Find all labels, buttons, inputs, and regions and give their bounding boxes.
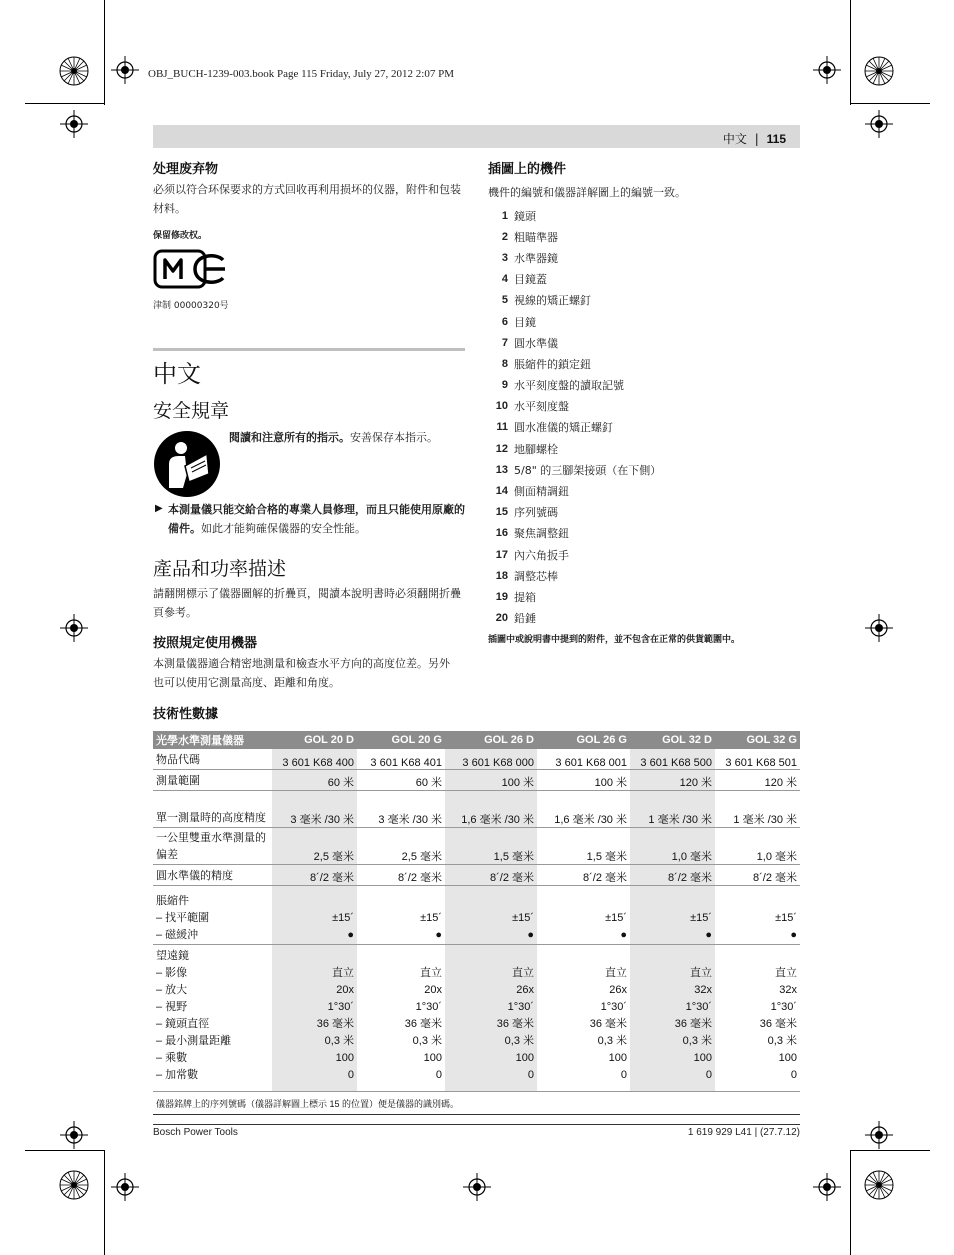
header-language: 中文 <box>722 132 747 146</box>
star-target-icon <box>864 1170 894 1200</box>
footer-code: 1 619 929 L41 | (27.7.12) <box>687 1127 800 1138</box>
read-instructions-bold: 閱讀和注意所有的指示。 <box>229 431 350 444</box>
license-number: 津制 00000320号 <box>153 301 229 311</box>
section-divider <box>153 348 465 351</box>
registration-mark-icon <box>60 1121 88 1149</box>
parts-intro: 機件的編號和儀器詳解圖上的編號一致。 <box>488 186 686 199</box>
list-item: 5 視線的矯正螺釘 <box>501 294 591 308</box>
bullet-arrow-icon: ▶ <box>155 503 163 514</box>
tech-data-title: 技術性數據 <box>153 707 219 722</box>
table-footnote-row <box>153 1092 800 1115</box>
table-row: 一公里雙重水準測量的偏差 2,5 毫米 2,5 毫米 1,5 毫米 1,5 毫米 1,0 毫米 1,0 毫米 <box>153 828 800 865</box>
registration-mark-icon <box>865 1121 893 1149</box>
product-heading: 產品和功率描述 <box>153 558 287 580</box>
model-header: GOL 26 D <box>445 731 537 749</box>
parts-list <box>488 205 800 629</box>
parts-title: 插圖上的機件 <box>488 162 567 177</box>
list-item: 18 調整芯棒 <box>495 569 558 583</box>
table-row: 望遠鏡 – 影像 – 放大 – 視野 – 鏡頭直徑 – 最小測量距離 – 乘數 – 加常數 直立 20x 1°30´ 36 毫米 0,3 米 100 0 直立 20x 1°30´ 36 毫米 0,3 米 100 0 直立 26x 1°30´ 36 毫米 0,3 米 100 0 直立 26x 1°30´ 36 毫米 0,3 米 100 0 直立 32x 1°30´ 36 毫米 0,3 米 100 0 直立 32x 1°30´ 36 毫米 0,3 米 100 0 <box>153 945 800 1092</box>
star-target-icon <box>59 1170 89 1200</box>
read-instructions-text: 安善保存本指示。 <box>350 431 438 444</box>
model-header: GOL 20 D <box>272 731 357 749</box>
table-row: 圓水準儀的精度 8´/2 毫米 8´/2 毫米 8´/2 毫米 8´/2 毫米 8´/2 毫米 8´/2 毫米 <box>153 865 800 886</box>
registration-mark-icon <box>463 1173 491 1201</box>
parts-note: 插圖中或說明書中提到的附件，並不包含在正常的供貨範圍中。 <box>488 635 741 645</box>
footer-brand: Bosch Power Tools <box>153 1127 238 1138</box>
crop-mark <box>25 103 105 104</box>
star-target-icon <box>864 56 894 86</box>
fold-page-text: 請翻開標示了儀器圖解的折疊頁，閱讀本說明書時必須翻開折疊頁參考。 <box>153 587 461 619</box>
list-item: 11 圓水准儀的矯正螺釘 <box>496 421 613 435</box>
list-item: 13 5/8" 的三腳架接頭（在下側） <box>495 463 662 477</box>
table-row: 測量範圍 60 米 60 米 100 米 100 米 120 米 120 米 <box>153 770 800 791</box>
registration-mark-icon <box>865 110 893 138</box>
star-target-icon <box>59 56 89 86</box>
list-item: 4 目鏡蓋 <box>501 273 547 287</box>
list-item: 2 粗瞄準器 <box>501 230 558 244</box>
rights-reserved: 保留修改权。 <box>153 231 208 241</box>
model-header: GOL 32 D <box>630 731 715 749</box>
spec-table <box>153 731 800 1115</box>
table-header: 光學水準測量儀器 <box>153 731 272 749</box>
language-heading: 中文 <box>153 360 201 388</box>
footer-rule <box>153 1124 800 1125</box>
list-item: 20 鉛錘 <box>495 612 536 626</box>
repair-warning-bold: 本測量儀只能交給合格的專業人員修理，而且只能使用原廠的備件。 <box>168 503 465 535</box>
registration-mark-icon <box>111 1173 139 1201</box>
registration-mark-icon <box>60 614 88 642</box>
slug-line: OBJ_BUCH-1239-003.book Page 115 Friday, July 27, 2012 2:07 PM <box>148 68 454 80</box>
list-item: 7 圓水準儀 <box>501 336 558 350</box>
list-item: 9 水平刻度盤的讀取記號 <box>501 379 624 393</box>
running-header <box>153 125 800 148</box>
list-item: 10 水平刻度盤 <box>495 400 569 414</box>
table-footnote: 儀器銘牌上的序列號碼（儀器詳解圖上標示 15 的位置）便是儀器的識別碼。 <box>153 1092 800 1115</box>
crop-mark <box>850 103 930 104</box>
list-item: 8 脹縮件的鎖定鈕 <box>501 357 591 371</box>
list-item: 14 側面精調鈕 <box>495 485 569 499</box>
model-header: GOL 32 G <box>715 731 800 749</box>
registration-mark-icon <box>813 1173 841 1201</box>
model-header: GOL 20 G <box>357 731 445 749</box>
list-item: 3 水準器鏡 <box>501 251 558 265</box>
list-item: 12 地腳螺栓 <box>495 442 558 456</box>
list-item: 19 提箱 <box>495 590 536 604</box>
disposal-title: 处理废弃物 <box>153 162 219 177</box>
table-header-row <box>153 731 800 749</box>
crop-mark <box>850 1150 851 1255</box>
list-item: 15 序列號碼 <box>495 506 558 520</box>
safety-heading: 安全規章 <box>153 400 230 422</box>
read-manual-icon <box>153 430 221 498</box>
table-row: 脹縮件 – 找平範圍 – 磁緩沖 ±15´ ● ±15´ ● ±15´ ● ±15´ ● ±15´ ● ±15´ ● <box>153 886 800 945</box>
intended-use-text: 本測量儀器適合精密地測量和檢查水平方向的高度位差。另外也可以使用它測量高度、距離和角度。 <box>153 657 450 689</box>
list-item: 16 聚焦調整鈕 <box>495 527 569 541</box>
registration-mark-icon <box>813 56 841 84</box>
table-row: 單一測量時的高度精度 3 毫米 /30 米 3 毫米 /30 米 1,6 毫米 /30 米 1,6 毫米 /30 米 1 毫米 /30 米 1 毫米 /30 米 <box>153 791 800 828</box>
list-item: 17 內六角扳手 <box>495 548 569 562</box>
registration-mark-icon <box>865 614 893 642</box>
crop-mark <box>104 1150 105 1255</box>
repair-warning-text: 如此才能夠確保儀器的安全性能。 <box>201 522 366 535</box>
registration-mark-icon <box>111 56 139 84</box>
table-row: 物品代碼 3 601 K68 400 3 601 K68 401 3 601 K68 000 3 601 K68 001 3 601 K68 500 3 601 K68 501 <box>153 749 800 770</box>
crop-mark <box>850 0 851 105</box>
model-header: GOL 26 G <box>537 731 630 749</box>
cmc-logo <box>153 249 228 289</box>
page-number: 115 <box>766 132 786 146</box>
disposal-text: 必须以符合环保要求的方式回收再利用损坏的仪器，附件和包装材料。 <box>153 183 461 215</box>
intended-use-title: 按照規定使用機器 <box>153 636 258 651</box>
crop-mark <box>850 1150 930 1151</box>
list-item: 6 目鏡 <box>501 315 536 329</box>
crop-mark <box>25 1150 105 1151</box>
header-separator: | <box>754 132 759 146</box>
crop-mark <box>104 0 105 105</box>
registration-mark-icon <box>60 110 88 138</box>
list-item: 1 鏡頭 <box>501 209 536 223</box>
